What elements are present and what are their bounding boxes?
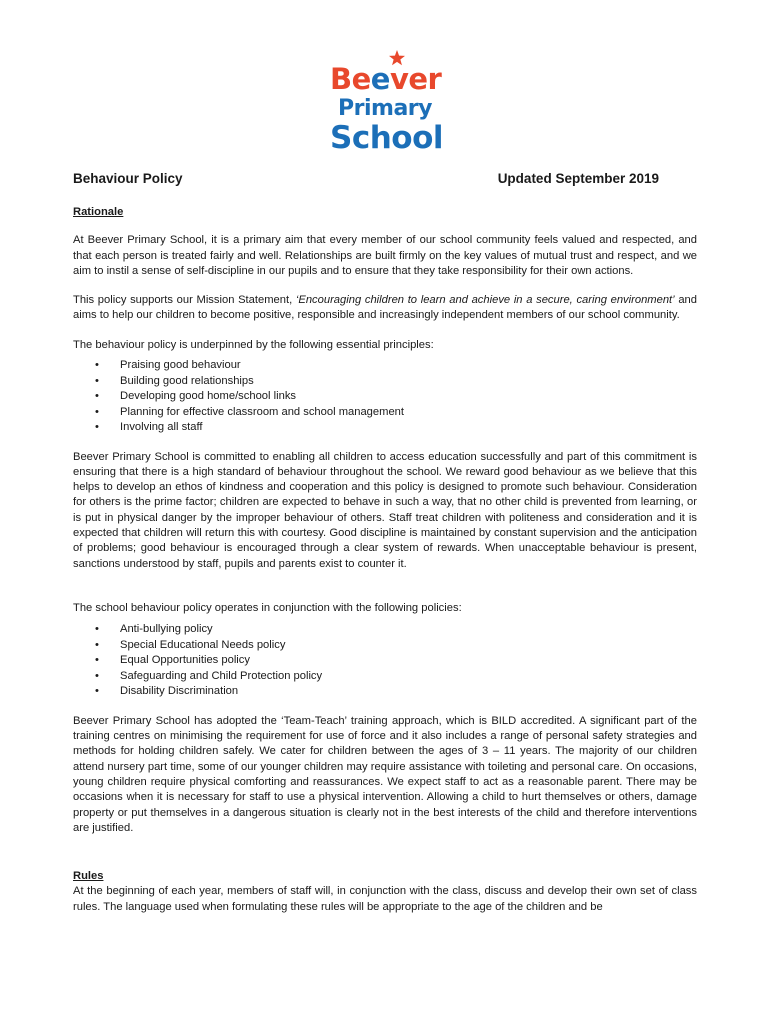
mission-paragraph — [73, 293, 697, 324]
list-item: • Involving all staff — [73, 420, 697, 436]
logo-line-primary: Primary — [338, 96, 432, 121]
rules-paragraph-1: At the beginning of each year, members of staff will, in conjunction with the class, discuss and develop their own set of class rules. The language used when formulating these rules will be appropriate to the age of the children and be — [73, 885, 697, 913]
rationale-heading: Rationale — [73, 206, 124, 218]
rationale-paragraph-3: Beever Primary School is committed to enabling all children to access education successfully and part of this commitment is ensuring that there is a high standard of behaviour throughout the school. We reward good behaviour as we believe that this helps to develop an ethos of kindness and cooperation and this policy is designed to promote such behaviour. Consideration for others is the prime factor; children are expected to behave in such a way, that no other child is prevented from learning, or is put in physical danger by the improper behaviour of others. Staff treat children with politeness and consideration and it is expected that children will return this with courtesy. Good discipline is maintained by constant supervision and the anticipation of problems; good behaviour is encouraged through a clear system of rewards. When unacceptable behaviour is present, sanctions understood by staff, pupils and parents exist to counter it. — [73, 450, 697, 570]
list-item: • Praising good behaviour — [73, 358, 697, 374]
list-item: • Equal Opportunities policy — [73, 653, 697, 669]
updated-date: Updated September 2019 — [497, 171, 659, 186]
list-item: • Anti-bullying policy — [73, 622, 697, 638]
logo-line-school: School — [330, 120, 443, 156]
team-teach-paragraph: Beever Primary School has adopted the ‘Team-Teach’ training approach, which is BILD accredited. A significant part of the training centres on minimising the requirement for use of force and it also includes a range of personal safety strategies and methods for holding children safely. We cater for children between the ages of 3 – 11 years. The majority of our children attend nursery part time, some of our younger children may require assistance with toileting and personal care. On occasions, young children require physical comforting and reassurances. We expect staff to act as a reasonable parent. There may be occasions when it is necessary for staff to use a physical intervention. Allowing a child to hurt themselves or others, damage property or put themselves in a dangerous situation is clearly not in the best interests of the child and therefore interventions are justified. — [73, 714, 697, 834]
logo-text-beever: Beever — [330, 62, 442, 96]
policies-intro: The school behaviour policy operates in conjunction with the following policies: — [73, 601, 462, 614]
mission-text-start: This policy supports our Mission Statement, — [73, 294, 296, 307]
document-body — [73, 205, 697, 915]
list-item: • Planning for effective classroom and school management — [73, 405, 697, 421]
list-item: • Special Educational Needs policy — [73, 638, 697, 654]
document-header — [73, 171, 659, 186]
mission-statement-quote: ‘Encouraging children to learn and achieve in a secure, caring environment’ — [295, 294, 675, 307]
policies-list — [73, 622, 697, 700]
mission-text-end: and aims to help our children to become positive, responsible and increasingly independent members of our school community. — [73, 294, 697, 322]
list-item: • Developing good home/school links — [73, 389, 697, 405]
list-item: • Disability Discrimination — [73, 684, 697, 700]
logo-line-beever — [330, 62, 440, 96]
rules-heading: Rules — [73, 870, 104, 883]
rationale-paragraph-1: At Beever Primary School, it is a primary aim that every member of our school community feels valued and respected, and that each person is treated fairly and well. Relationships are built firmly on the key values of mutual trust and respect, and we aim to instil a sense of self-discipline in our pupils and to ensure that they take responsibility for their own actions. — [73, 234, 697, 277]
list-item: • Building good relationships — [73, 374, 697, 390]
principles-list — [73, 358, 697, 436]
document-title: Behaviour Policy — [73, 171, 183, 186]
principles-intro: The behaviour policy is underpinned by the following essential principles: — [73, 338, 434, 351]
school-logo — [330, 50, 443, 165]
list-item: • Safeguarding and Child Protection policy — [73, 669, 697, 685]
